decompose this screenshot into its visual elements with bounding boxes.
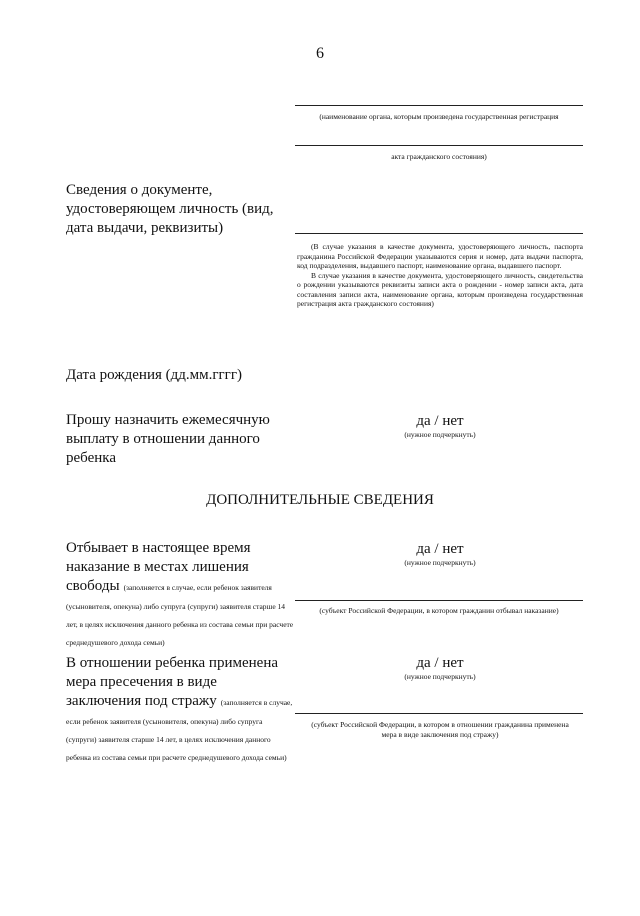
id-document-line[interactable] xyxy=(295,233,583,234)
payment-request-label: Прошу назначить ежемесячную выплату в отношении данного ребенка xyxy=(66,412,270,466)
custody-label: В отношении ребенка применена мера пресечения в виде заключения под стражу xyxy=(66,655,278,709)
custody-choice[interactable]: да / нет xyxy=(416,655,464,671)
payment-hint: (нужное подчеркнуть) xyxy=(404,430,476,439)
custody-caption: (субъект Российской Федерации, в котором в отношении гражданина применена мера в виде заключения под стражу) xyxy=(311,720,569,739)
imprisonment-choice[interactable]: да / нет xyxy=(416,541,464,557)
birth-date-label: Дата рождения (дд.мм.гггг) xyxy=(66,367,242,383)
registry-caption-1: (наименование органа, которым произведена государственная регистрация xyxy=(319,112,559,121)
id-note-paragraph-1: (В случае указания в качестве документа, удостоверяющего личность, паспорта гражданина Российской Федерации указываются серия и номер, дата выдачи паспорта, код подразделения, выдавшего паспорт, наименование органа, выдавшего паспорт. xyxy=(297,242,583,270)
imprisonment-region-line[interactable] xyxy=(295,600,583,601)
custody-label-block xyxy=(66,654,294,765)
id-note-paragraph-2: В случае указания в качестве документа, удостоверяющего личность, свидетельства о рождении указываются реквизиты записи акта о рождении - номер записи акта, дата составления записи акта, наименование органа, которым произведена государственная регистрация акта гражданского состояния) xyxy=(297,270,583,308)
imprisonment-label: Отбывает в настоящее время наказание в местах лишения свободы xyxy=(66,540,251,594)
imprisonment-hint: (нужное подчеркнуть) xyxy=(404,558,476,567)
payment-choice[interactable]: да / нет xyxy=(416,413,464,429)
registry-organ-line[interactable] xyxy=(295,105,583,106)
registry-caption-2: акта гражданского состояния) xyxy=(391,152,487,161)
imprisonment-label-block xyxy=(66,539,294,650)
id-document-label: Сведения о документе, удостоверяющем личность (вид, дата выдачи, реквизиты) xyxy=(66,182,274,236)
custody-region-line[interactable] xyxy=(295,713,583,714)
registry-organ-line-2[interactable] xyxy=(295,145,583,146)
custody-note: (заполняется в случае, если ребенок заявителя (усыновителя, опекуна) либо супруга (супруги) заявителя старше 14 лет, в целях исключения данного ребенка из состава семьи при расчете среднедушевого дохода семьи) xyxy=(66,698,293,762)
custody-hint: (нужное подчеркнуть) xyxy=(404,672,476,681)
imprisonment-note: (заполняется в случае, если ребенок заявителя (усыновителя, опекуна) либо супруга (супруги) заявителя старше 14 лет, в целях исключения данного ребенка из состава семьи при расчете среднедушевого дохода семьи) xyxy=(66,583,294,647)
imprisonment-caption: (субъект Российской Федерации, в котором гражданин отбывал наказание) xyxy=(319,606,559,615)
section-title: ДОПОЛНИТЕЛЬНЫЕ СВЕДЕНИЯ xyxy=(206,492,434,508)
page-number: 6 xyxy=(316,45,324,62)
id-document-note xyxy=(297,242,583,309)
